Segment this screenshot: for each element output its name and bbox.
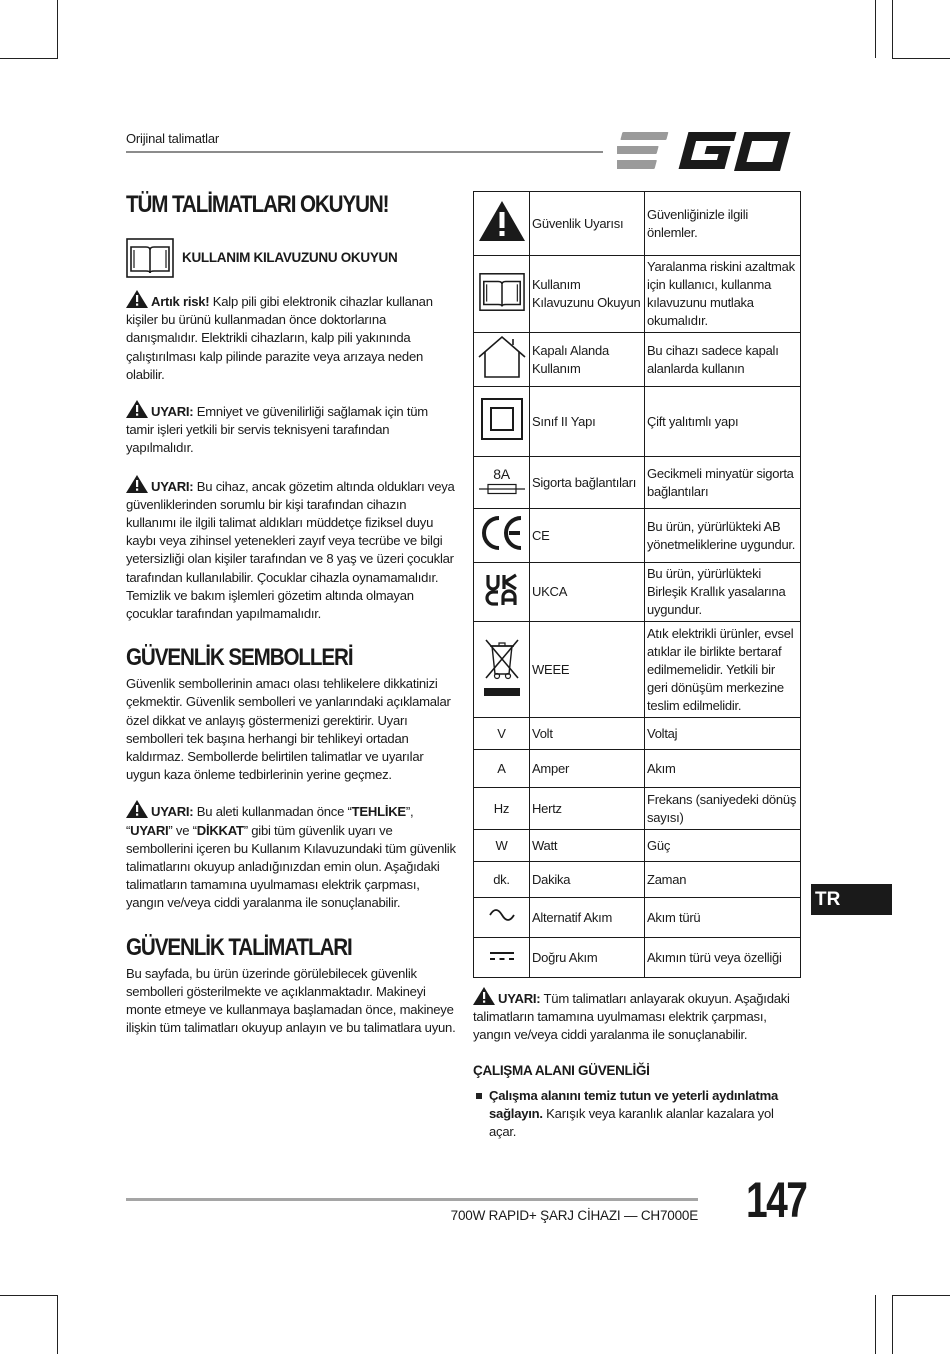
crop-mark xyxy=(892,1295,893,1354)
ce-icon xyxy=(474,509,530,563)
safety-symbols-paragraph: Güvenlik sembollerinin amacı olası tehlikelere dikkatinizi çekmektir. Güvenlik sembolleri ve yanlarındaki açıklamalar özel dikkat ve anlayış göstermenizi gerektirir. Uyarı sembolleri tek başına herhangi bir tehlikeyi ortadan kaldırmaz. Sembollerde belirtilen talimatlar ve uyarılar uygun kaza önleme tedbirlerinin yerine geçmez. xyxy=(126,676,451,783)
warning-icon xyxy=(473,987,495,1005)
language-tab: TR xyxy=(811,884,892,915)
symbol-name: Dakika xyxy=(530,862,645,898)
residual-risk-paragraph: Artık risk! Kalp pili gibi elektronik cihazlar kullanan kişiler bu ürünü kullanmadan önce doktorlarına danışmalıdır. Elektrikli cihazların, kalp pili yakınında çalıştırılması kalp pilinde parazite veya arızaya neden olabilir. xyxy=(126,290,456,384)
symbol-description: Bu ürün, yürürlükteki Birleşik Krallık yasalarına uygundur. xyxy=(645,563,801,622)
symbol-table xyxy=(473,191,801,978)
book-icon xyxy=(126,238,174,278)
supervision-warning-paragraph: UYARI: Bu cihaz, ancak gözetim altında oldukları veya güvenliklerinden sorumlu bir kişi tarafından cihazın kullanımı ile ilgili talimat aldıkları müddetçe fiziksel duyu kaybı veya zihinsel yetenekleri zayıf veya tecrübe ve bilgi yetersizliği olan kişiler tarafından ve 8 yaş ve üzeri çocuklar tarafından kullanılabilir. Çocuklar cihazla oynamamalıdır. Temizlik ve bakım işlemleri gözetim altında olmayan çocuklar tarafından yapılmamalıdır. xyxy=(126,475,456,624)
left-column xyxy=(126,190,456,1038)
symbol-row xyxy=(474,333,801,387)
main-heading: TÜM TALİMATLARI OKUYUN! xyxy=(126,191,389,218)
symbol-name: UKCA xyxy=(530,563,645,622)
safety-symbols-heading: GÜVENLİK SEMBOLLERİ xyxy=(126,644,353,672)
symbol-name: Kullanım Kılavuzunu Okuyun xyxy=(530,256,645,333)
header-title: Orijinal talimatlar xyxy=(126,131,220,146)
symbol-row xyxy=(474,938,801,978)
warning-icon xyxy=(474,192,530,256)
symbol-row xyxy=(474,718,801,750)
symbol-name: Watt xyxy=(530,830,645,862)
manual-label: KULLANIM KILAVUZUNU OKUYUN xyxy=(182,249,398,265)
warning-icon xyxy=(126,800,148,818)
symbol-description: Atık elektrikli ürünler, evsel atıklar ile birlikte bertaraf edilmemelidir. Yetkili bir geri dönüşüm merkezine teslim edilmelidir. xyxy=(645,622,801,718)
symbol-row xyxy=(474,898,801,938)
symbol-name: CE xyxy=(530,509,645,563)
symbol-row xyxy=(474,563,801,622)
symbol-row xyxy=(474,862,801,898)
symbol-name: Sınıf II Yapı xyxy=(530,387,645,457)
crop-mark xyxy=(875,0,876,58)
footer-model: 700W RAPID+ ŞARJ CİHAZI — CH7000E xyxy=(450,1208,698,1223)
symbol-row xyxy=(474,256,801,333)
symbol-description: Akım xyxy=(645,750,801,788)
fuse-icon: 8A xyxy=(474,457,530,509)
crop-mark xyxy=(875,1295,876,1354)
repair-warning-paragraph: UYARI: Emniyet ve güvenilirliği sağlamak için tüm tamir işleri yetkili bir servis teknisyeni tarafından yapılmalıdır. xyxy=(126,400,456,458)
symbol-description: Gecikmeli minyatür sigorta bağlantıları xyxy=(645,457,801,509)
crop-mark xyxy=(892,58,950,59)
safety-instructions-paragraph: Bu sayfada, bu ürün üzerinde görülebilecek güvenlik sembolleri gösterilmekte ve açıklanmaktadır. Makineyi monte etmeye ve kullanmaya başlamadan önce, makineye ilişkin tüm talimatları okuyup anlayın ve bu talimatlara uyun. xyxy=(126,965,456,1036)
symbol-row xyxy=(474,457,801,509)
house-icon xyxy=(474,333,530,387)
warning-icon xyxy=(126,475,148,493)
symbol-name: Amper xyxy=(530,750,645,788)
warning-icon xyxy=(126,290,148,308)
dc-icon xyxy=(474,938,530,978)
manual-icon xyxy=(474,256,530,333)
symbol-description: Güvenliğinizle ilgili önlemler. xyxy=(645,192,801,256)
symbol-description: Bu cihazı sadece kapalı alanlarda kullanın xyxy=(645,333,801,387)
symbol-description: Bu ürün, yürürlükteki AB yönetmeliklerine uygundur. xyxy=(645,509,801,563)
safety-instructions-heading: GÜVENLİK TALİMATLARI xyxy=(126,933,352,961)
symbol-description: Zaman xyxy=(645,862,801,898)
symbol-row xyxy=(474,387,801,457)
text-icon: V xyxy=(474,718,530,750)
symbol-row xyxy=(474,509,801,563)
footer-rule xyxy=(126,1198,698,1201)
symbol-row xyxy=(474,192,801,256)
symbol-name: Kapalı Alanda Kullanım xyxy=(530,333,645,387)
symbol-name: Volt xyxy=(530,718,645,750)
symbol-name: Güvenlik Uyarısı xyxy=(530,192,645,256)
text-icon: A xyxy=(474,750,530,788)
symbol-row xyxy=(474,788,801,830)
header-rule xyxy=(126,151,603,153)
work-area-bullet: Çalışma alanını temiz tutun ve yeterli aydınlatma sağlayın. Karışık veya karanlık alanlar kazalara yol açar. xyxy=(473,1087,803,1142)
crop-mark xyxy=(57,1295,58,1354)
text-icon: dk. xyxy=(474,862,530,898)
crop-mark xyxy=(0,58,58,59)
class2-icon xyxy=(474,387,530,457)
symbol-row xyxy=(474,622,801,718)
symbol-description: Voltaj xyxy=(645,718,801,750)
right-warning-paragraph: UYARI: Tüm talimatları anlayarak okuyun. Aşağıdaki talimatların tamamına uyulmaması elektrik çarpması, yangın ve/veya ciddi yaralanma ile sonuçlanabilir. xyxy=(473,987,803,1045)
text-icon: Hz xyxy=(474,788,530,830)
ego-logo xyxy=(617,130,801,172)
symbol-name: WEEE xyxy=(530,622,645,718)
crop-mark xyxy=(57,0,58,58)
warning-icon xyxy=(126,400,148,418)
warning-terms-paragraph: UYARI: Bu aleti kullanmadan önce “TEHLİKE”, “UYARI” ve “DİKKAT” gibi tüm güvenlik uyarı ve sembollerini içeren bu Kullanım Kılavuzundaki tüm güvenlik talimatlarını okuyup anladığınızdan emin olun. Aşağıdaki talimatların tamamına uyulmaması elektrik çarpması, yangın ve/veya ciddi yaralanma ile sonuçlanabilir. xyxy=(126,800,456,912)
symbol-name: Doğru Akım xyxy=(530,938,645,978)
ac-icon xyxy=(474,898,530,938)
symbol-description: Akım türü xyxy=(645,898,801,938)
work-area-heading: ÇALIŞMA ALANI GÜVENLİĞİ xyxy=(473,1063,650,1078)
symbol-description: Çift yalıtımlı yapı xyxy=(645,387,801,457)
weee-icon xyxy=(474,622,530,718)
text-icon: W xyxy=(474,830,530,862)
crop-mark xyxy=(892,1295,950,1296)
symbol-description: Frekans (saniyedeki dönüş sayısı) xyxy=(645,788,801,830)
symbol-name: Hertz xyxy=(530,788,645,830)
ukca-icon xyxy=(474,563,530,622)
symbol-row xyxy=(474,750,801,788)
crop-mark xyxy=(0,1295,58,1296)
symbol-name: Sigorta bağlantıları xyxy=(530,457,645,509)
manual-notice xyxy=(126,238,456,278)
symbol-description: Akımın türü veya özelliği xyxy=(645,938,801,978)
symbol-description: Güç xyxy=(645,830,801,862)
crop-mark xyxy=(892,0,893,58)
symbol-name: Alternatif Akım xyxy=(530,898,645,938)
symbol-description: Yaralanma riskini azaltmak için kullanıcı, kullanma kılavuzunu mutlaka okumalıdır. xyxy=(645,256,801,333)
symbol-row xyxy=(474,830,801,862)
page-number: 147 xyxy=(746,1172,807,1228)
